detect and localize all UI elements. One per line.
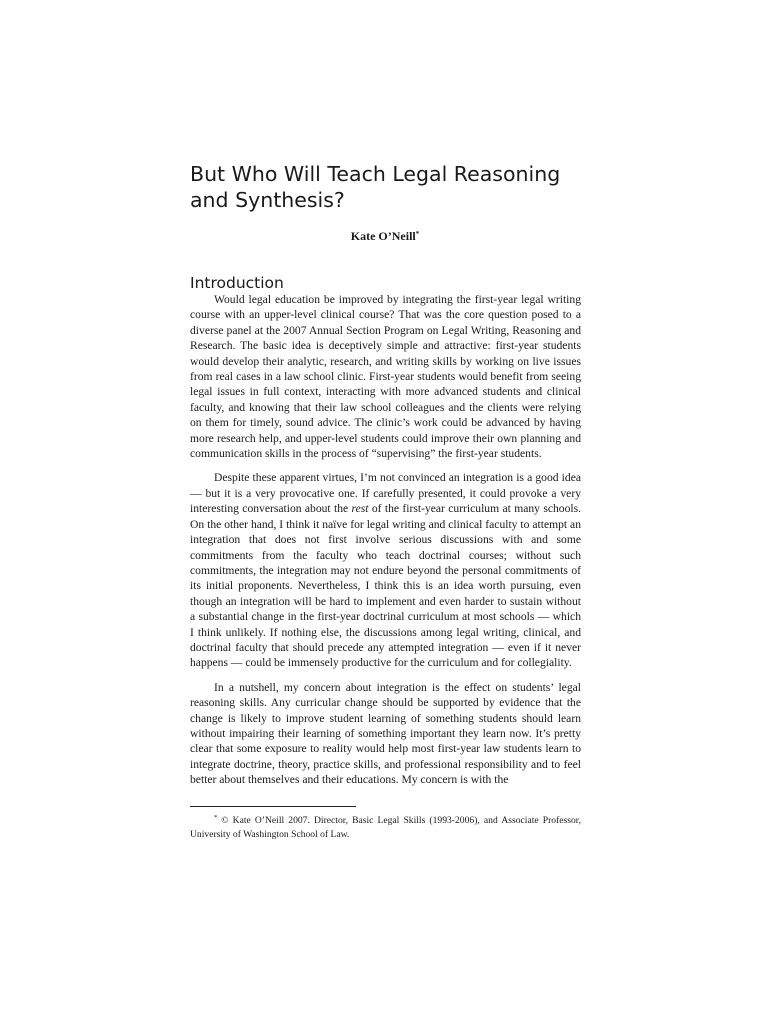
footnote-divider xyxy=(190,806,356,807)
paragraph-2 xyxy=(190,470,581,670)
paragraph-2-part-a: Despite these apparent virtues, I’m not convinced an integration is a good idea — but it is a very provocative one. If carefully presented, it could provoke a very interesting conversation about the xyxy=(190,471,581,516)
footnote-mark: * xyxy=(214,814,218,821)
author-footnote-mark: * xyxy=(415,230,420,238)
footnote xyxy=(190,814,581,841)
paragraph-2-part-b: of the first-year curriculum at many schools. On the other hand, I think it naïve for legal writing and clinical faculty to attempt an integration that does not first involve serious discussions with and some commitments from the faculty who teach doctrinal courses; without such commitments, the integration may not endure beyond the personal commitments of its initial proponents. Nevertheless, I think this is an idea worth pursuing, even though an integration will be hard to implement and even harder to sustain without a substantial change in the first-year doctrinal curriculum at most schools — which I think unlikely. If nothing else, the discussions among legal writing, clinical, and doctrinal faculty that should precede any attempted integration — even if it never happens — could be immensely productive for the curriculum and for collegiality. xyxy=(190,502,582,670)
paragraph-3: In a nutshell, my concern about integration is the effect on students’ legal reasoning skills. Any curricular change should be supported by evidence that the change is likely to improve student learning of something students should learn without impairing their learning of something important they learn now. It’s pretty clear that some exposure to reality would help most first-year law students learn to integrate doctrine, theory, practice skills, and professional responsibility and to feel better about themselves and their educations. My concern is with the xyxy=(190,680,581,787)
paragraph-2-emphasis: rest xyxy=(351,502,369,516)
paragraph-1: Would legal education be improved by integrating the first-year legal writing course with an upper-level clinical course? That was the core question posed to a diverse panel at the 2007 Annual Section Program on Legal Writing, Reasoning and Research. The basic idea is deceptively simple and attractive: first-year students would develop their analytic, research, and writing skills by working on live issues from real cases in a law school clinic. First-year students would benefit from seeing legal issues in full context, interacting with more advanced students and clinical faculty, and knowing that their law school colleagues and the clients were relying on them for timely, sound advice. The clinic’s work could be advanced by having more research help, and upper-level students could improve their own planning and communication skills in the process of “supervising” the first-year students. xyxy=(190,293,581,461)
author-name: Kate O’Neill xyxy=(350,229,416,243)
section-heading: Introduction xyxy=(190,274,284,292)
footnote-text: © Kate O’Neill 2007. Director, Basic Legal Skills (1993-2006), and Associate Professor, University of Washington School of Law. xyxy=(190,815,581,840)
article-body xyxy=(190,292,581,797)
author-line xyxy=(190,228,580,244)
article-title: But Who Will Teach Legal Reasoning and Synthesis? xyxy=(190,162,561,212)
